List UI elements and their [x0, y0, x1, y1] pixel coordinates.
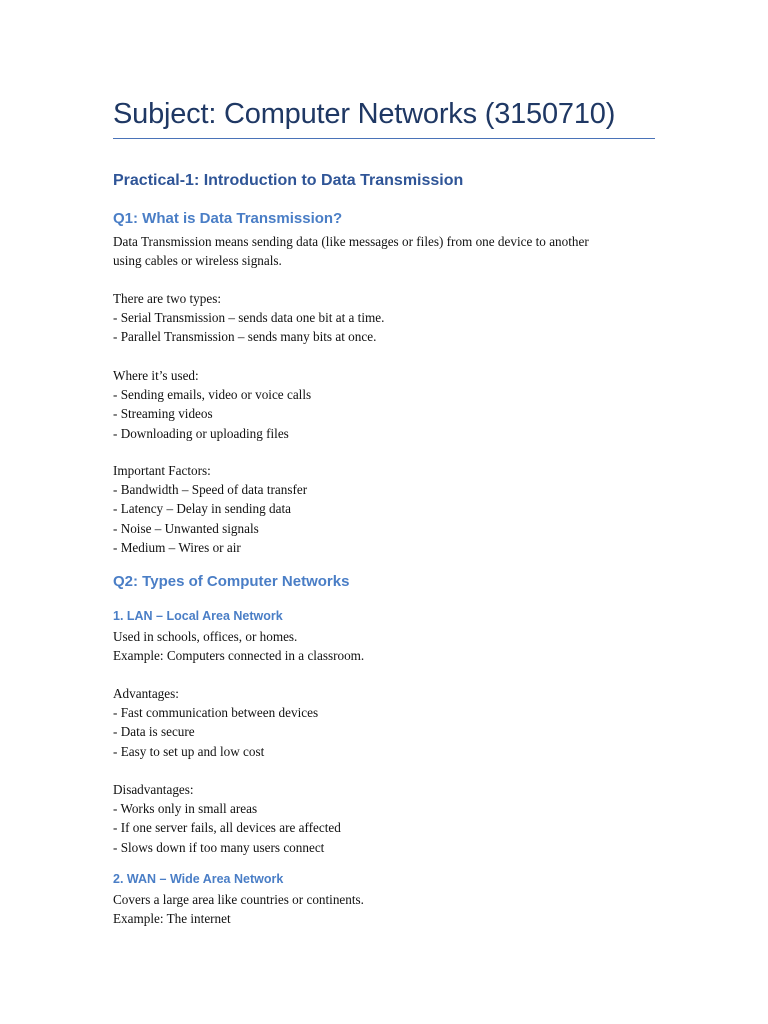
list-item: - Works only in small areas	[113, 801, 258, 817]
list-heading: Advantages:	[113, 686, 179, 701]
lan-intro-paragraph	[113, 627, 364, 665]
paragraph-line: Example: Computers connected in a classroom.	[113, 648, 365, 664]
paragraph-line: using cables or wireless signals.	[113, 253, 282, 269]
q1-heading: Q1: What is Data Transmission?	[113, 210, 343, 227]
list-item: - Downloading or uploading files	[113, 425, 289, 441]
list-item: - Parallel Transmission – sends many bits at once.	[113, 329, 377, 345]
list-item: - Latency – Delay in sending data	[113, 501, 291, 517]
q1-intro-paragraph	[113, 232, 589, 270]
list-heading: Where it’s used:	[113, 368, 199, 383]
list-heading: Disadvantages:	[113, 782, 194, 797]
lan-advantages-list	[113, 684, 318, 761]
paragraph-line: Used in schools, offices, or homes.	[113, 629, 298, 644]
practical-heading: Practical-1: Introduction to Data Transmission	[113, 172, 464, 189]
paragraph-line: Covers a large area like countries or continents.	[113, 892, 364, 907]
list-item: - Serial Transmission – sends data one bit at a time.	[113, 310, 385, 326]
list-item: - Streaming videos	[113, 406, 213, 422]
list-item: - Easy to set up and low cost	[113, 743, 265, 759]
paragraph-line: Data Transmission means sending data (like messages or files) from one device to another	[113, 234, 589, 249]
list-heading: Important Factors:	[113, 463, 211, 478]
lan-heading: 1. LAN – Local Area Network	[113, 609, 283, 623]
document-title: Subject: Computer Networks (3150710)	[113, 98, 616, 130]
q1-types-list	[113, 289, 384, 347]
q1-uses-list	[113, 366, 311, 443]
wan-intro-paragraph	[113, 890, 364, 928]
list-item: - If one server fails, all devices are affected	[113, 820, 341, 836]
list-item: - Fast communication between devices	[113, 705, 319, 721]
paragraph-line: Example: The internet	[113, 911, 231, 927]
list-item: - Noise – Unwanted signals	[113, 520, 259, 536]
list-item: - Slows down if too many users connect	[113, 839, 325, 855]
q2-heading: Q2: Types of Computer Networks	[113, 573, 350, 590]
list-item: - Medium – Wires or air	[113, 539, 241, 555]
lan-disadvantages-list	[113, 780, 341, 857]
list-heading: There are two types:	[113, 291, 222, 306]
list-item: - Data is secure	[113, 724, 195, 740]
list-item: - Bandwidth – Speed of data transfer	[113, 482, 308, 498]
wan-heading: 2. WAN – Wide Area Network	[113, 872, 284, 886]
list-item: - Sending emails, video or voice calls	[113, 387, 312, 403]
title-underline	[113, 138, 655, 139]
q1-factors-list	[113, 461, 307, 557]
